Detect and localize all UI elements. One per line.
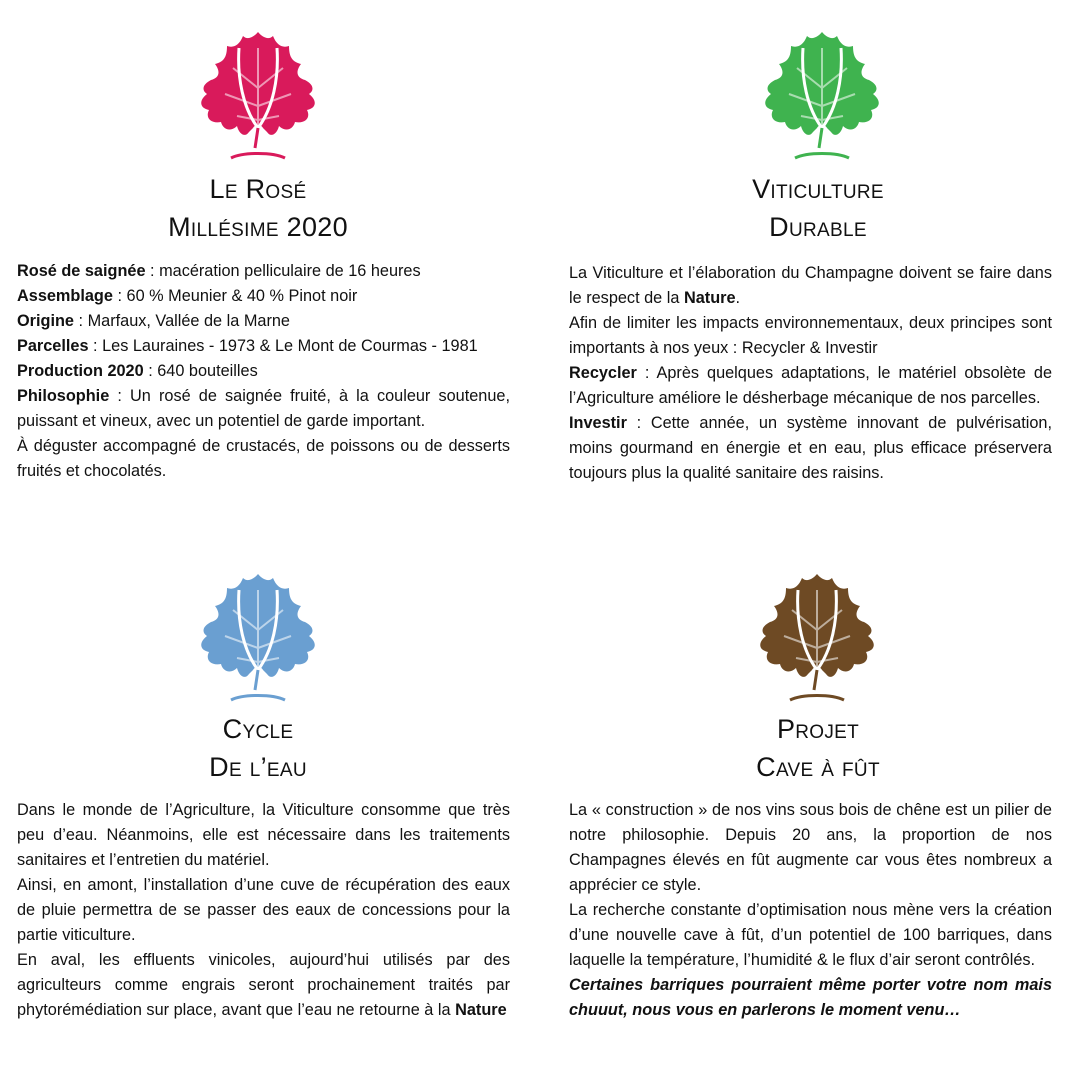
vine-leaf-wine-glass-icon	[193, 570, 323, 710]
parcelles-label: Parcelles	[17, 337, 89, 355]
vine-leaf-wine-glass-icon	[752, 570, 882, 710]
parcelles-value: : Les Lauraines - 1973 & Le Mont de Courmas - 1981	[88, 337, 478, 355]
section-title-eau: Cycle De l’eau	[209, 714, 307, 782]
section-body-viticulture: La Viticulture et l’élaboration du Champagne doivent se faire dans le respect de la Nature. Afin de limiter les impacts environnementaux, deux principes sont importants à nos yeux : Recycler & Investir Recycler : Après quelques adaptations, le matériel obsolète de l’Agriculture améliore le désherbage mécanique de nos parcelles. Investir : Cette année, un système innovant de pulvérisation, moins gourmand en énergie et en eau, plus efficace préservera toujours plus la qualité sanitaire des raisins.	[569, 264, 1052, 482]
assemblage-label: Assemblage	[17, 287, 113, 305]
saignee-label: Rosé de saignée	[17, 262, 146, 280]
section-title-cave: Projet Cave à fût	[756, 714, 880, 782]
deguster-text: À déguster accompagné de crustacés, de poissons ou de desserts fruités et chocolatés.	[17, 437, 510, 480]
recycler-label: Recycler	[569, 364, 637, 382]
section-cave	[540, 540, 1080, 1080]
section-rose	[0, 0, 540, 540]
vine-leaf-wine-glass-icon	[757, 28, 887, 168]
section-title-viticulture: Viticulture Durable	[752, 174, 884, 242]
production-label: Production 2020	[17, 362, 144, 380]
philosophie-value: : Un rosé de saignée fruité, à la couleur soutenue, puissant et vineux, avec un potentiel de garde important.	[17, 387, 510, 430]
section-eau	[0, 540, 540, 1080]
philosophie-label: Philosophie	[17, 387, 110, 405]
closing-note: Certaines barriques pourraient même porter votre nom mais chuuut, nous vous en parlerons le moment venu…	[569, 976, 1052, 1019]
section-viticulture	[540, 0, 1080, 540]
investir-label: Investir	[569, 414, 627, 432]
production-value: : 640 bouteilles	[143, 362, 258, 380]
section-body-rose	[17, 259, 510, 484]
section-body-eau: Dans le monde de l’Agriculture, la Viticulture consomme que très peu d’eau. Néanmoins, elle est nécessaire dans les traitements sanitaires et l’entretien du matériel. Ainsi, en amont, l’installation d’une cuve de récupération des eaux de pluie permettra de se passer des eaux de concessions pour la partie viticulture. En aval, les effluents vinicoles, aujourd’hui utilisés par des agriculteurs comme engrais seront prochainement traités par phytorémédiation sur place, avant que l’eau ne retourne à la Nature	[17, 801, 510, 1019]
origine-value: : Marfaux, Vallée de la Marne	[74, 312, 290, 330]
origine-label: Origine	[17, 312, 74, 330]
saignee-value: : macération pelliculaire de 16 heures	[145, 262, 421, 280]
assemblage-value: : 60 % Meunier & 40 % Pinot noir	[112, 287, 358, 305]
vine-leaf-wine-glass-icon	[193, 28, 323, 168]
section-body-cave: La « construction » de nos vins sous bois de chêne est un pilier de notre philosophie. Depuis 20 ans, la proportion de nos Champagnes élevés en fût augmente car vous êtes nombreux a apprécier ce style. La recherche constante d’optimisation nous mène vers la création d’une nouvelle cave à fût, d’un potentiel de 100 barriques, dans laquelle la température, l’humidité & le flux d’air seront contrôlés. Certaines barriques pourraient même porter votre nom mais chuuut, nous vous en parlerons le moment venu…	[569, 798, 1052, 1023]
section-title-rose: Le Rosé Millésime 2020	[168, 174, 348, 242]
